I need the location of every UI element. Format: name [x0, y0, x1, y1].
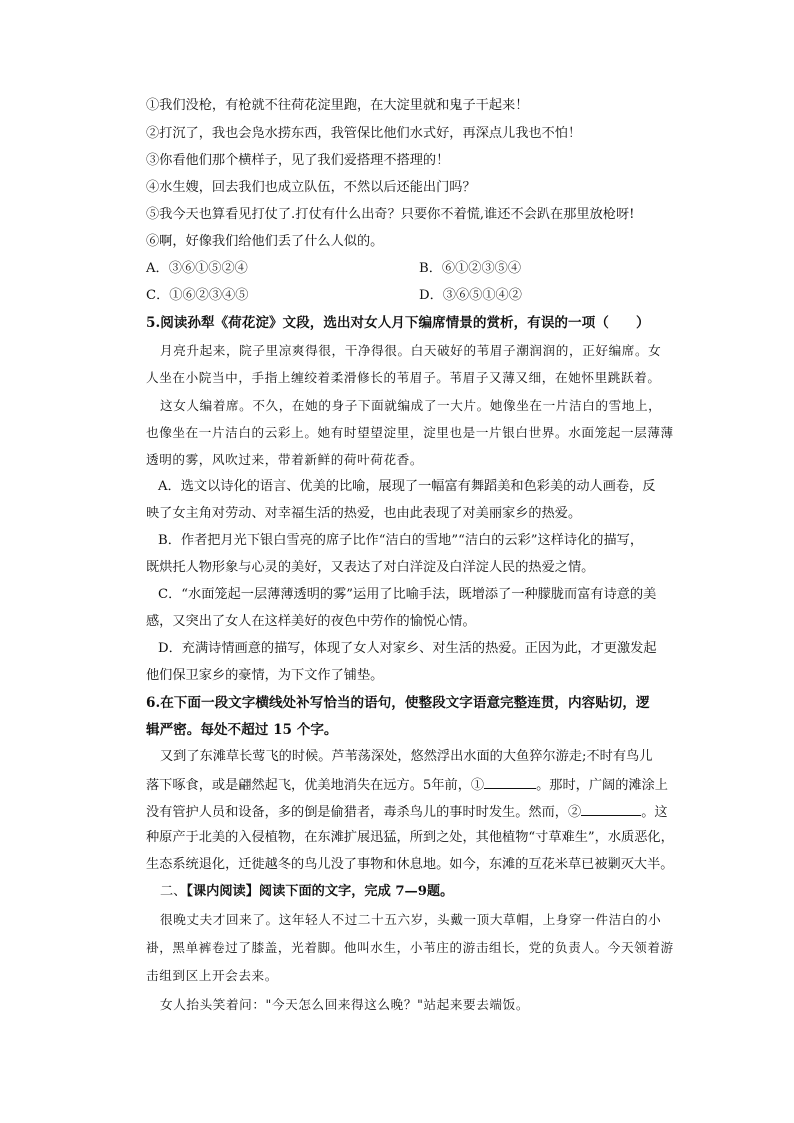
q6-line-2-start: 落下啄食，或是翩然起飞，优美地消失在远方。5年前， [146, 778, 471, 793]
q5-choice-a-line-1: A．选文以诗化的语言、优美的比喻，展现了一幅富有舞蹈美和色彩美的动人画卷，反 [158, 479, 656, 494]
section-2-heading [160, 882, 453, 902]
q6-paragraph-line-4: 种原产于北美的入侵植物，在东滩扩展迅猛，所到之处，其他植物“寸草难生”，水质恶化， [146, 830, 674, 845]
blank-1-label: ① [470, 778, 485, 793]
q5-passage-line-2: 人坐在小院当中，手指上缠绞着柔滑修长的苇眉子。苇眉子又薄又细，在她怀里跳跃着。 [146, 370, 661, 385]
q4-option-b: B．⑥①②③⑤④ [419, 261, 522, 276]
blank-2-line[interactable] [581, 801, 641, 816]
section-2-prefix: 二、 [160, 884, 187, 899]
q6-line-2-end: 。那时，广阔的滩涂上 [536, 778, 668, 793]
q4-item-6: ⑥啊，好像我们给他们丢了什么人似的。 [146, 234, 384, 249]
q5-choice-b-line-1: B．作者把月光下银白雪亮的席子比作“洁白的雪地”“洁白的云彩”这样诗化的描写， [158, 533, 644, 548]
q6-stem-line-2: 辑严密。每处不超过 15 个字。 [146, 722, 338, 738]
q6-line-3-end: 。这 [641, 805, 668, 820]
section-2-title: 【课内阅读】阅读下面的文字，完成 7—9题。 [186, 884, 454, 899]
q4-item-5: ⑤我今天也算看见打仗了.打仗有什么出奇？只要你不着慌,谁还不会趴在那里放枪呀! [146, 207, 635, 222]
q4-item-2: ②打沉了，我也会凫水捞东西，我管保比他们水式好，再深点儿我也不怕！ [146, 126, 582, 141]
q5-choice-b-line-2: 既烘托人物形象与心灵的美好，又表达了对白洋淀及白洋淀人民的热爱之情。 [146, 560, 595, 575]
q5-choice-c-line-1: C．“水面笼起一层薄薄透明的雾”运用了比喻手法，既增添了一种朦胧而富有诗意的美 [158, 587, 657, 602]
q6-paragraph-line-3 [146, 801, 668, 823]
q4-option-c: C．①⑥②③④⑤ [146, 288, 249, 303]
q6-paragraph-line-1: 又到了东滩草长莺飞的时候。芦苇荡深处，悠然浮出水面的大鱼猝尔游走;不时有鸟儿 [160, 749, 653, 764]
q6-stem-line-1: 6.在下面一段文字横线处补写恰当的语句，使整段文字语意完整连贯，内容贴切，逻 [146, 695, 650, 711]
section-2-passage-line-1: 很晚丈夫才回来了。这年轻人不过二十五六岁，头戴一顶大草帽，上身穿一件洁白的小 [160, 912, 662, 927]
q4-option-a: A．③⑥①⑤②④ [146, 261, 248, 276]
section-2-passage-line-2: 褂，黑单裤卷过了膝盖，光着脚。他叫水生，小苇庄的游击组长，党的负责人。今天领着游 [146, 940, 674, 955]
q4-option-d: D．③⑥⑤①④② [419, 288, 522, 303]
q4-item-4: ④水生嫂，回去我们也成立队伍，不然以后还能出门吗？ [146, 180, 476, 195]
q4-item-1: ①我们没枪，有枪就不往荷花淀里跑，在大淀里就和鬼子干起来！ [146, 98, 529, 113]
q5-stem: 5.阅读孙犁《荷花淀》文段，选出对女人月下编席情景的赏析，有误的一项（ ） [146, 315, 650, 331]
q5-choice-a-line-2: 映了女主角对劳动、对幸福生活的热爱，也由此表现了对美丽家乡的热爱。 [146, 506, 582, 521]
q5-choice-d-line-2: 他们保卫家乡的豪情，为下文作了铺垫。 [146, 668, 384, 683]
section-2-passage-line-4: 女人抬头笑着问："今天怎么回来得这么晚？"站起来要去端饭。 [160, 997, 530, 1012]
q6-paragraph-line-5: 生态系统退化，迁徙越冬的鸟儿没了事物和休息地。如今，东滩的互花米草已被剿灭大半。 [146, 857, 674, 872]
q5-choice-c-line-2: 感，又突出了女人在这样美好的夜色中劳作的愉悦心情。 [146, 614, 476, 629]
q5-passage-line-4: 也像坐在一片洁白的云彩上。她有时望望淀里，淀里也是一片银白世界。水面笼起一层薄薄 [146, 425, 674, 440]
section-2-passage-line-3: 击组到区上开会去来。 [146, 968, 278, 983]
q5-passage-line-3: 这女人编着席。不久，在她的身子下面就编成了一大片。她像坐在一片洁白的雪地上， [160, 398, 662, 413]
blank-2-label: ② [568, 805, 582, 820]
q4-item-3: ③你看他们那个横样子，见了我们爱搭理不搭理的！ [146, 153, 450, 168]
blank-1-line[interactable] [484, 774, 536, 789]
q6-paragraph-line-2 [146, 774, 668, 796]
q6-line-3-start: 没有管护人员和设备，多的倒是偷猎者，毒杀鸟儿的事时时发生。然而， [146, 805, 568, 820]
q5-passage-line-1: 月亮升起来，院子里凉爽得很，干净得很。白天破好的苇眉子潮润润的，正好编席。女 [160, 343, 662, 358]
q5-choice-d-line-1: D．充满诗情画意的描写，体现了女人对家乡、对生活的热爱。正因为此，才更激发起 [158, 641, 657, 656]
q5-passage-line-5: 透明的雾，风吹过来，带着新鲜的荷叶荷花香。 [146, 452, 424, 467]
